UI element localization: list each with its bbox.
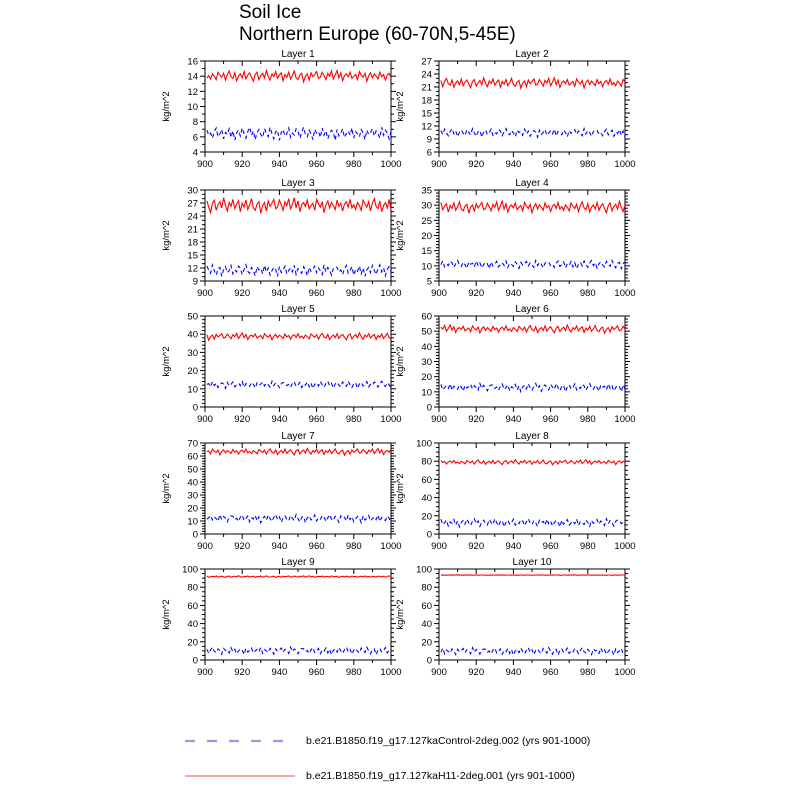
legend-solid-line-sample — [185, 774, 295, 778]
x-tick-label: 960 — [542, 667, 559, 678]
y-tick-label: 20 — [421, 637, 432, 649]
y-axis-label: kg/m^2 — [161, 220, 172, 251]
y-tick-label: 50 — [187, 311, 198, 323]
y-tick-label: 40 — [421, 619, 432, 631]
x-tick-label: 920 — [468, 541, 485, 552]
x-tick-label: 940 — [271, 159, 288, 170]
x-tick-label: 980 — [579, 288, 596, 299]
y-tick-label: 9 — [192, 276, 198, 288]
x-tick-label: 900 — [197, 667, 213, 678]
y-tick-label: 9 — [426, 134, 432, 146]
y-tick-label: 60 — [421, 474, 432, 486]
y-tick-label: 70 — [187, 438, 198, 450]
x-tick-label: 960 — [308, 541, 325, 552]
x-tick-label: 900 — [431, 667, 447, 678]
series-h11-line — [441, 325, 625, 333]
y-tick-label: 50 — [421, 326, 432, 338]
x-tick-label: 1000 — [380, 667, 402, 678]
y-tick-label: 27 — [421, 56, 432, 68]
x-tick-label: 1000 — [380, 541, 402, 552]
series-h11-line — [441, 460, 625, 465]
y-tick-label: 20 — [187, 503, 198, 515]
series-control-line — [207, 647, 391, 654]
x-tick-label: 940 — [505, 414, 522, 425]
x-tick-label: 920 — [468, 667, 485, 678]
y-tick-label: 6 — [192, 132, 198, 144]
y-tick-label: 14 — [187, 71, 198, 83]
x-tick-label: 960 — [542, 414, 559, 425]
y-axis-label: kg/m^2 — [161, 346, 172, 377]
x-tick-label: 940 — [505, 541, 522, 552]
series-h11-line — [207, 449, 391, 456]
legend-label-control: b.e21.B1850.f19_g17.127kaControl-2deg.002 (yrs 901-1000) — [306, 735, 591, 747]
panel-title: Layer 1 — [281, 49, 315, 60]
x-tick-label: 940 — [505, 667, 522, 678]
plot-border — [439, 61, 625, 152]
y-axis-label: kg/m^2 — [161, 473, 172, 504]
y-tick-label: 0 — [192, 655, 198, 667]
y-tick-label: 10 — [421, 261, 432, 273]
y-tick-label: 0 — [426, 529, 432, 541]
panel-title: Layer 4 — [515, 178, 549, 189]
x-tick-label: 940 — [271, 541, 288, 552]
y-axis-label: kg/m^2 — [161, 91, 172, 122]
panel-title: Layer 9 — [281, 557, 315, 568]
y-tick-label: 30 — [421, 200, 432, 212]
x-tick-label: 920 — [234, 541, 251, 552]
y-tick-label: 15 — [421, 246, 432, 258]
y-tick-label: 40 — [421, 493, 432, 505]
x-tick-label: 940 — [505, 159, 522, 170]
x-tick-label: 1000 — [380, 159, 402, 170]
y-tick-label: 60 — [421, 311, 432, 323]
y-tick-label: 8 — [192, 117, 198, 129]
y-axis-label: kg/m^2 — [161, 599, 172, 630]
legend-item-control — [185, 735, 590, 747]
y-tick-label: 30 — [187, 347, 198, 359]
y-tick-label: 10 — [187, 384, 198, 396]
y-tick-label: 21 — [187, 224, 198, 236]
x-tick-label: 1000 — [614, 414, 636, 425]
x-tick-label: 900 — [431, 414, 447, 425]
x-tick-label: 980 — [345, 288, 362, 299]
series-control-line — [441, 384, 625, 392]
x-tick-label: 960 — [308, 159, 325, 170]
plot-border — [205, 569, 391, 660]
y-tick-label: 100 — [416, 564, 432, 576]
x-tick-label: 940 — [505, 288, 522, 299]
x-tick-label: 920 — [468, 414, 485, 425]
y-tick-label: 18 — [421, 95, 432, 107]
y-tick-label: 12 — [187, 263, 198, 275]
y-tick-label: 15 — [187, 250, 198, 262]
y-axis-label: kg/m^2 — [395, 473, 406, 504]
y-tick-label: 24 — [187, 211, 198, 223]
legend-label-h11: b.e21.B1850.f19_g17.127kaH11-2deg.001 (yrs 901-1000) — [306, 770, 575, 782]
x-tick-label: 980 — [345, 414, 362, 425]
x-tick-label: 1000 — [380, 288, 402, 299]
series-control-line — [441, 648, 625, 655]
series-control-line — [441, 519, 625, 527]
subplot-layer-4 — [395, 178, 636, 299]
x-tick-label: 920 — [234, 159, 251, 170]
panel-title: Layer 5 — [281, 304, 315, 315]
subplot-layer-6 — [395, 304, 636, 425]
x-tick-label: 1000 — [614, 541, 636, 552]
x-tick-label: 980 — [345, 667, 362, 678]
y-tick-label: 6 — [426, 147, 432, 159]
x-tick-label: 900 — [197, 414, 213, 425]
y-tick-label: 30 — [187, 490, 198, 502]
series-control-line — [207, 265, 391, 277]
x-tick-label: 920 — [234, 414, 251, 425]
series-control-line — [207, 127, 391, 140]
y-tick-label: 80 — [187, 582, 198, 594]
y-tick-label: 100 — [182, 564, 198, 576]
panel-title: Layer 2 — [515, 49, 549, 60]
y-tick-label: 50 — [187, 464, 198, 476]
x-tick-label: 980 — [579, 541, 596, 552]
y-tick-label: 80 — [421, 582, 432, 594]
series-h11-line — [441, 201, 625, 213]
y-tick-label: 21 — [421, 82, 432, 94]
y-tick-label: 10 — [187, 102, 198, 113]
y-tick-label: 30 — [187, 185, 198, 197]
x-tick-label: 900 — [197, 159, 213, 170]
y-tick-label: 5 — [426, 276, 432, 288]
x-tick-label: 920 — [468, 288, 485, 299]
subplot-layer-8 — [395, 431, 636, 552]
y-tick-label: 20 — [187, 366, 198, 378]
y-axis-label: kg/m^2 — [395, 91, 406, 122]
y-tick-label: 10 — [187, 516, 198, 528]
x-tick-label: 960 — [542, 159, 559, 170]
x-tick-label: 900 — [197, 541, 213, 552]
y-tick-label: 20 — [421, 372, 432, 384]
series-h11-line — [207, 576, 391, 578]
series-control-line — [207, 381, 391, 388]
y-tick-label: 40 — [187, 477, 198, 489]
y-tick-label: 16 — [187, 56, 198, 68]
y-tick-label: 0 — [192, 529, 198, 541]
y-tick-label: 20 — [421, 231, 432, 242]
y-tick-label: 0 — [426, 402, 432, 414]
x-tick-label: 920 — [468, 159, 485, 170]
x-tick-label: 1000 — [614, 288, 636, 299]
y-tick-label: 20 — [421, 511, 432, 523]
x-tick-label: 1000 — [380, 414, 402, 425]
panel-title: Layer 7 — [281, 431, 315, 442]
subplot-layer-10 — [395, 557, 636, 678]
series-control-line — [441, 129, 625, 138]
y-tick-label: 4 — [192, 147, 198, 159]
y-tick-label: 27 — [187, 198, 198, 210]
series-h11-line — [207, 198, 391, 214]
x-tick-label: 980 — [579, 159, 596, 170]
y-axis-label: kg/m^2 — [395, 599, 406, 630]
x-tick-label: 980 — [345, 159, 362, 170]
x-tick-label: 920 — [234, 288, 251, 299]
panel-title: Layer 6 — [515, 304, 549, 315]
y-tick-label: 0 — [426, 655, 432, 667]
x-tick-label: 1000 — [614, 667, 636, 678]
x-tick-label: 980 — [345, 541, 362, 552]
y-tick-label: 30 — [421, 357, 432, 368]
y-tick-label: 12 — [421, 121, 432, 133]
subplot-layer-7 — [161, 431, 402, 552]
y-axis-label: kg/m^2 — [395, 220, 406, 251]
x-tick-label: 980 — [579, 667, 596, 678]
x-tick-label: 960 — [308, 414, 325, 425]
y-tick-label: 60 — [421, 600, 432, 612]
panel-title: Layer 3 — [281, 178, 315, 189]
plot-border — [439, 569, 625, 660]
legend-dashed-line-sample — [185, 739, 295, 743]
x-tick-label: 940 — [271, 667, 288, 678]
series-h11-line — [441, 78, 625, 88]
series-h11-line — [441, 575, 625, 576]
plot-border — [205, 316, 391, 407]
y-tick-label: 25 — [421, 215, 432, 227]
y-tick-label: 40 — [421, 341, 432, 353]
y-tick-label: 40 — [187, 329, 198, 341]
x-tick-label: 940 — [271, 414, 288, 425]
x-tick-label: 1000 — [614, 159, 636, 170]
x-tick-label: 900 — [197, 288, 213, 299]
plot-border — [205, 443, 391, 534]
y-tick-label: 60 — [187, 451, 198, 463]
legend-item-h11 — [185, 770, 575, 782]
subplot-layer-5 — [161, 304, 402, 425]
x-tick-label: 920 — [234, 667, 251, 678]
series-control-line — [441, 261, 625, 269]
y-tick-label: 18 — [187, 237, 198, 249]
chart-title: Soil Ice — [239, 2, 302, 23]
chart-subtitle: Northern Europe (60-70N,5-45E) — [239, 24, 516, 45]
y-tick-label: 10 — [421, 387, 432, 399]
panel-title: Layer 8 — [515, 431, 549, 442]
y-tick-label: 60 — [187, 600, 198, 612]
subplot-layer-9 — [161, 557, 402, 678]
y-tick-label: 80 — [421, 456, 432, 468]
y-tick-label: 12 — [187, 86, 198, 98]
y-tick-label: 0 — [192, 402, 198, 414]
y-tick-label: 35 — [421, 185, 432, 197]
x-tick-label: 900 — [431, 541, 447, 552]
series-h11-line — [207, 71, 391, 82]
y-tick-label: 20 — [187, 637, 198, 649]
y-tick-label: 15 — [421, 108, 432, 120]
y-tick-label: 24 — [421, 69, 432, 81]
plot-border — [205, 61, 391, 152]
y-axis-label: kg/m^2 — [395, 346, 406, 377]
x-tick-label: 960 — [308, 288, 325, 299]
y-tick-label: 100 — [416, 438, 432, 450]
x-tick-label: 960 — [542, 541, 559, 552]
subplot-layer-1 — [161, 49, 402, 170]
subplot-layer-3 — [161, 178, 402, 299]
x-tick-label: 960 — [542, 288, 559, 299]
x-tick-label: 960 — [308, 667, 325, 678]
y-tick-label: 40 — [187, 619, 198, 631]
x-tick-label: 980 — [579, 414, 596, 425]
x-tick-label: 940 — [271, 288, 288, 299]
series-control-line — [207, 515, 391, 523]
panel-title: Layer 10 — [512, 557, 552, 568]
series-h11-line — [207, 333, 391, 340]
x-tick-label: 900 — [431, 159, 447, 170]
subplot-layer-2 — [395, 49, 636, 170]
x-tick-label: 900 — [431, 288, 447, 299]
